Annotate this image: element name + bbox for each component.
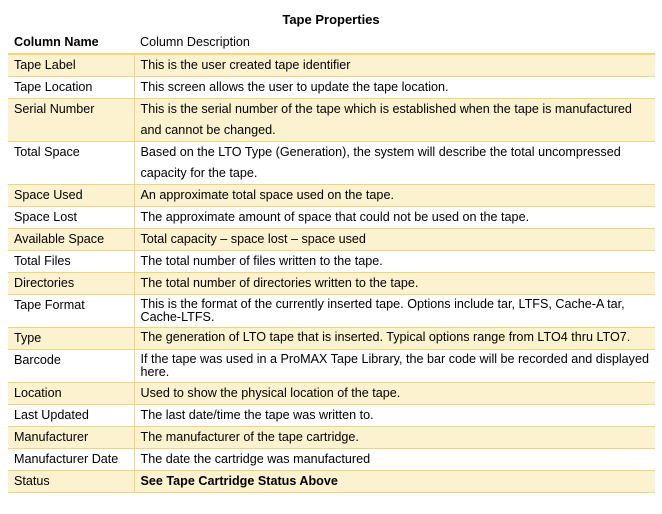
row-name: Type (8, 328, 134, 350)
row-name: Tape Label (8, 54, 134, 77)
row-name: Status (8, 471, 134, 493)
row-description: The total number of files written to the tape. (134, 251, 655, 273)
row-description: An approximate total space used on the tape. (134, 185, 655, 207)
table-row (8, 229, 655, 251)
row-name: Total Files (8, 251, 134, 273)
table-row (8, 99, 655, 142)
row-description: Based on the LTO Type (Generation), the system will describe the total uncompressed capacity for the tape. (134, 142, 655, 185)
table-row (8, 54, 655, 77)
table-row (8, 405, 655, 427)
row-description: Total capacity – space lost – space used (134, 229, 655, 251)
row-name: Space Used (8, 185, 134, 207)
table-row (8, 328, 655, 350)
row-description: The generation of LTO tape that is inserted. Typical options range from LTO4 thru LTO7. (134, 328, 655, 350)
row-name: Total Space (8, 142, 134, 185)
row-name: Location (8, 383, 134, 405)
table-row (8, 295, 655, 328)
row-description: The approximate amount of space that could not be used on the tape. (134, 207, 655, 229)
table-row (8, 77, 655, 99)
table-row (8, 427, 655, 449)
row-name: Space Lost (8, 207, 134, 229)
row-description: This screen allows the user to update the tape location. (134, 77, 655, 99)
table-row (8, 350, 655, 383)
table-row (8, 251, 655, 273)
table-row (8, 207, 655, 229)
table-row (8, 471, 655, 493)
row-description: See Tape Cartridge Status Above (134, 471, 655, 493)
row-description: The manufacturer of the tape cartridge. (134, 427, 655, 449)
page-title: Tape Properties (282, 12, 380, 27)
table-row (8, 449, 655, 471)
row-description: Used to show the physical location of the tape. (134, 383, 655, 405)
row-name: Tape Location (8, 77, 134, 99)
row-name: Serial Number (8, 99, 134, 142)
row-name: Tape Format (8, 295, 134, 328)
table-row (8, 185, 655, 207)
row-description: If the tape was used in a ProMAX Tape Library, the bar code will be recorded and displayed here. (134, 350, 655, 383)
row-name: Manufacturer Date (8, 449, 134, 471)
row-name: Directories (8, 273, 134, 295)
row-description: The total number of directories written to the tape. (134, 273, 655, 295)
row-description: The date the cartridge was manufactured (134, 449, 655, 471)
row-description: This is the serial number of the tape which is established when the tape is manufactured and cannot be changed. (134, 99, 655, 142)
table-header-row (8, 32, 655, 54)
row-name: Available Space (8, 229, 134, 251)
row-name: Manufacturer (8, 427, 134, 449)
row-description: The last date/time the tape was written to. (134, 405, 655, 427)
row-description: This is the format of the currently inserted tape. Options include tar, LTFS, Cache-A tar, Cache-LTFS. (134, 295, 655, 328)
row-name: Last Updated (8, 405, 134, 427)
table-row (8, 383, 655, 405)
table-row (8, 273, 655, 295)
table-row (8, 142, 655, 185)
header-column-name: Column Name (8, 32, 134, 54)
header-column-description: Column Description (134, 32, 655, 54)
tape-properties-table (8, 32, 655, 493)
row-description: This is the user created tape identifier (134, 54, 655, 77)
row-name: Barcode (8, 350, 134, 383)
